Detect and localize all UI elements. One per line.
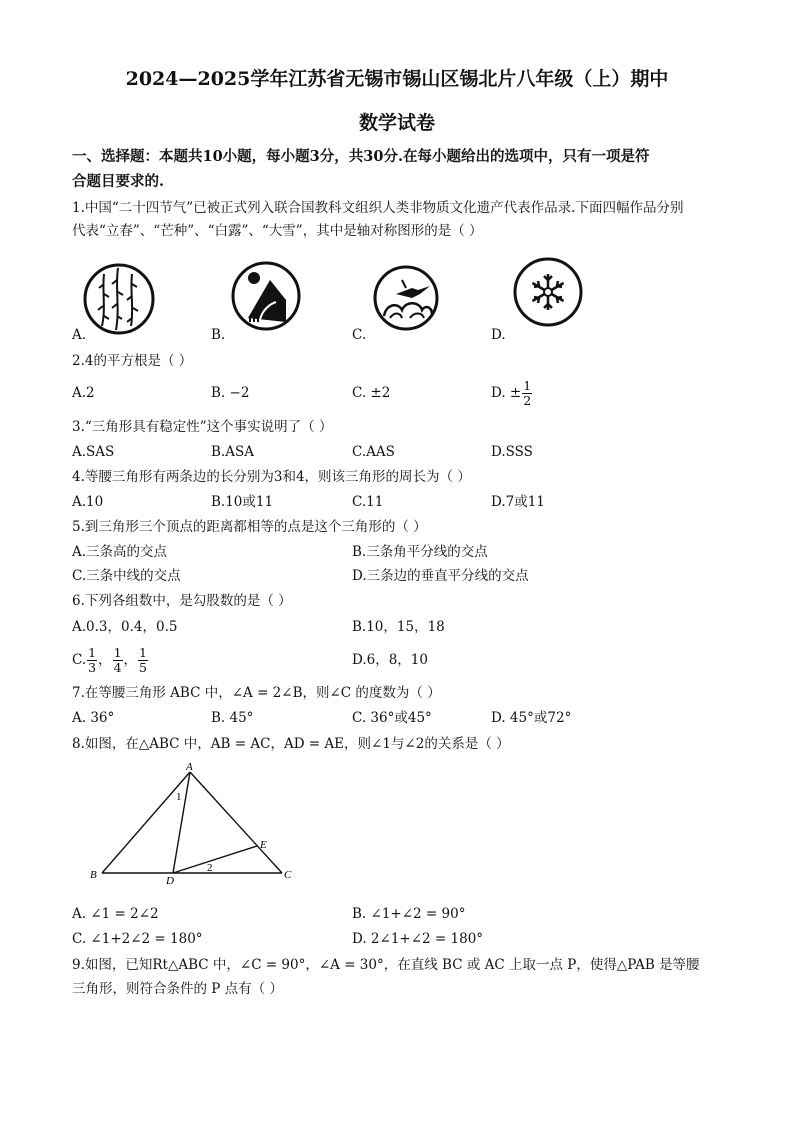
- fraction-denominator: 5: [139, 660, 147, 675]
- label-d: D: [166, 875, 174, 886]
- q3-option-c[interactable]: C.AAS: [352, 444, 395, 460]
- fraction-numerator: 1: [139, 645, 147, 660]
- label-angle-1: 1: [176, 791, 182, 803]
- q4-option-d[interactable]: D.7或11: [491, 494, 545, 510]
- q6-option-c-label: C.: [72, 652, 87, 668]
- q2-option-d[interactable]: [491, 376, 533, 410]
- page-title: 2024—2025学年江苏省无锡市锡山区锡北片八年级（上）期中: [125, 68, 669, 90]
- q2-option-d-fraction: [522, 379, 532, 408]
- q5-text: 5.到三角形三个顶点的距离都相等的点是这个三角形的（ ）: [72, 519, 427, 535]
- q1-image-d-daxue: [512, 256, 584, 328]
- fraction-denominator: 2: [523, 393, 532, 408]
- q1-image-b-mangzhong: [230, 260, 302, 332]
- label-angle-2: 2: [207, 862, 213, 874]
- q8-option-b[interactable]: B. ∠1+∠2 = 90°: [352, 906, 466, 922]
- section-heading-line2: 合题目要求的.: [72, 173, 165, 190]
- q8-triangle-figure: [86, 760, 300, 886]
- q5-option-c[interactable]: C.三条中线的交点: [72, 568, 181, 584]
- separator: ，: [98, 652, 112, 668]
- q3-option-b[interactable]: B.ASA: [211, 444, 254, 460]
- separator: ，: [123, 652, 138, 668]
- q2-option-d-label: D. ±: [491, 385, 522, 401]
- q5-option-b[interactable]: B.三条角平分线的交点: [352, 544, 488, 560]
- q6-option-a[interactable]: A.0.3，0.4，0.5: [72, 619, 178, 635]
- q9-text-line2: 三角形，则符合条件的 P 点有（ ）: [72, 981, 283, 997]
- q4-text: 4.等腰三角形有两条边的长分别为3和4，则该三角形的周长为（ ）: [72, 469, 471, 485]
- q1-option-d[interactable]: D.: [491, 327, 506, 343]
- q6-option-c[interactable]: [72, 643, 149, 677]
- q7-option-c[interactable]: C. 36°或45°: [352, 710, 432, 726]
- fraction-denominator: 3: [88, 660, 97, 675]
- q8-option-d[interactable]: D. 2∠1+∠2 = 180°: [352, 931, 484, 947]
- segment-ad: [173, 772, 190, 873]
- label-e: E: [260, 839, 267, 851]
- segment-ac: [190, 772, 282, 873]
- q6-option-d[interactable]: D.6，8，10: [352, 652, 428, 668]
- q1-option-a[interactable]: A.: [72, 327, 87, 343]
- q6-c-fraction-1: [87, 646, 97, 675]
- fraction-numerator: 1: [523, 378, 532, 393]
- q1-option-b[interactable]: B.: [211, 327, 226, 343]
- fraction-numerator: 1: [113, 645, 122, 660]
- q4-option-c[interactable]: C.11: [352, 494, 384, 510]
- q4-option-b[interactable]: B.10或11: [211, 494, 274, 510]
- section-heading-line1: 一、选择题：本题共10小题，每小题3分，共30分.在每小题给出的选项中，只有一项是符: [72, 148, 650, 165]
- q3-text: 3.“三角形具有稳定性”这个事实说明了（ ）: [72, 419, 333, 435]
- page-subtitle: 数学试卷: [358, 112, 435, 134]
- q6-option-b[interactable]: B.10，15，18: [352, 619, 445, 635]
- q6-c-fraction-3: [138, 646, 148, 675]
- q4-option-a[interactable]: A.10: [72, 494, 104, 510]
- q9-text-line1: 9.如图，已知Rt△ABC 中，∠C = 90°，∠A = 30°，在直线 BC 或 AC 上取一点 P，使得△PAB 是等腰: [72, 957, 700, 973]
- q5-option-a[interactable]: A.三条高的交点: [72, 544, 168, 560]
- q6-c-fraction-2: [113, 646, 123, 675]
- q2-text: 2.4的平方根是（ ）: [72, 353, 193, 369]
- q8-option-c[interactable]: C. ∠1+2∠2 = 180°: [72, 931, 203, 947]
- q7-text: 7.在等腰三角形 ABC 中，∠A = 2∠B，则∠C 的度数为（ ）: [72, 685, 441, 701]
- q1-option-c[interactable]: C.: [352, 327, 367, 343]
- q7-option-a[interactable]: A. 36°: [72, 710, 115, 726]
- q7-option-b[interactable]: B. 45°: [211, 710, 254, 726]
- q8-option-a[interactable]: A. ∠1 = 2∠2: [72, 906, 159, 922]
- label-b: B: [90, 869, 97, 881]
- q1-text-line1: 1.中国“二十四节气”已被正式列入联合国教科文组织人类非物质文化遗产代表作品录.下面四幅作品分别: [72, 200, 684, 216]
- q2-option-b[interactable]: B. −2: [211, 385, 250, 401]
- label-a: A: [186, 761, 193, 773]
- q1-image-c-bailu: [372, 264, 440, 332]
- q6-text: 6.下列各组数中，是勾股数的是（ ）: [72, 593, 292, 609]
- segment-ab: [102, 772, 190, 873]
- q7-option-d[interactable]: D. 45°或72°: [491, 710, 572, 726]
- q2-option-c[interactable]: C. ±2: [352, 385, 391, 401]
- label-c: C: [284, 869, 292, 881]
- q3-option-a[interactable]: A.SAS: [72, 444, 115, 460]
- q5-option-d[interactable]: D.三条边的垂直平分线的交点: [352, 568, 529, 584]
- segment-de: [173, 846, 257, 873]
- fraction-numerator: 1: [88, 645, 97, 660]
- q1-image-a-lichun: [82, 262, 156, 336]
- q3-option-d[interactable]: D.SSS: [491, 444, 533, 460]
- q2-option-a[interactable]: A.2: [72, 385, 95, 401]
- q1-text-line2: 代表“立春”、“芒种”、“白露”、“大雪”，其中是轴对称图形的是（ ）: [72, 223, 483, 239]
- fraction-denominator: 4: [113, 660, 122, 675]
- q8-text: 8.如图，在△ABC 中，AB = AC，AD = AE，则∠1与∠2的关系是（ ）: [72, 736, 510, 752]
